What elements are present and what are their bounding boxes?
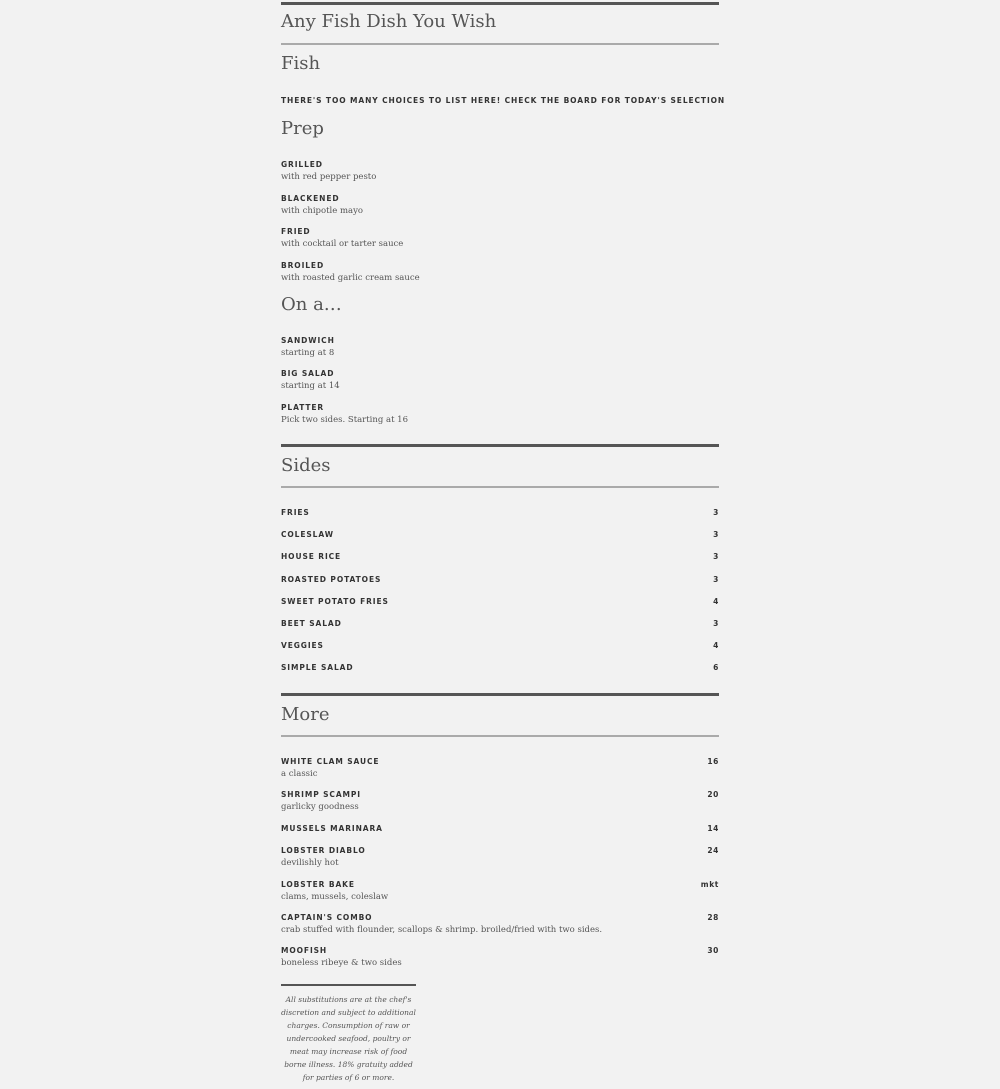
ona-item-desc: starting at 14	[281, 381, 340, 391]
side-item-name: SIMPLE SALAD	[281, 663, 354, 672]
side-item-name: COLESLAW	[281, 530, 334, 539]
sides-top-rule	[281, 444, 719, 447]
more-item-desc: garlicky goodness	[281, 802, 359, 812]
more-item-price: mkt	[700, 880, 719, 889]
more-item	[281, 880, 719, 902]
fish-note: THERE'S TOO MANY CHOICES TO LIST HERE! CHECK THE BOARD FOR TODAY'S SELECTION	[281, 96, 726, 105]
prep-item-name: GRILLED	[281, 160, 323, 169]
ona-heading: On a…	[281, 294, 342, 315]
more-bottom-rule	[281, 735, 719, 737]
side-item-name: ROASTED POTATOES	[281, 575, 382, 584]
side-item-name: VEGGIES	[281, 641, 324, 650]
more-item-price: 30	[707, 946, 719, 955]
more-item	[281, 946, 719, 968]
ona-item-desc: Pick two sides. Starting at 16	[281, 415, 409, 425]
side-item	[281, 663, 719, 672]
prep-item	[281, 160, 719, 182]
more-item-name: CAPTAIN'S COMBO	[281, 913, 373, 922]
prep-item	[281, 261, 719, 283]
prep-item-name: FRIED	[281, 227, 311, 236]
more-item-name: WHITE CLAM SAUCE	[281, 757, 380, 766]
fish-heading: Fish	[281, 53, 321, 74]
more-item-desc: clams, mussels, coleslaw	[281, 892, 389, 902]
side-item-price: 3	[713, 530, 719, 539]
side-item-price: 3	[713, 575, 719, 584]
more-top-rule	[281, 693, 719, 696]
side-item	[281, 530, 719, 539]
more-item-name: MUSSELS MARINARA	[281, 824, 383, 833]
more-item-price: 24	[707, 846, 719, 855]
title-bottom-rule	[281, 43, 719, 45]
more-item-desc: boneless ribeye & two sides	[281, 958, 402, 968]
more-item	[281, 846, 719, 868]
more-item	[281, 790, 719, 812]
more-item-price: 14	[707, 824, 719, 833]
more-item-name: MOOFISH	[281, 946, 328, 955]
sides-bottom-rule	[281, 486, 719, 488]
side-item-name: BEET SALAD	[281, 619, 342, 628]
ona-item-desc: starting at 8	[281, 348, 335, 358]
footnote: All substitutions are at the chef's discretion and subject to additional charges. Consumption of raw or undercooked seafood, poultry or meat may increase risk of food borne illness. 18% gratuity added for parties of 6 or more.	[281, 995, 416, 1082]
side-item-price: 3	[713, 619, 719, 628]
prep-item-desc: with red pepper pesto	[281, 172, 377, 182]
more-item-desc: crab stuffed with flounder, scallops & shrimp. broiled/fried with two sides.	[281, 925, 603, 935]
side-item	[281, 619, 719, 628]
more-item-price: 16	[707, 757, 719, 766]
ona-item	[281, 403, 719, 425]
prep-item-desc: with chipotle mayo	[281, 206, 364, 216]
sides-heading: Sides	[281, 455, 331, 476]
more-item	[281, 824, 719, 833]
ona-item-name: SANDWICH	[281, 336, 335, 345]
prep-item	[281, 227, 719, 249]
side-item-price: 4	[713, 597, 719, 606]
prep-item	[281, 194, 719, 216]
side-item	[281, 597, 719, 606]
more-item-name: LOBSTER BAKE	[281, 880, 355, 889]
side-item	[281, 641, 719, 650]
side-item-price: 4	[713, 641, 719, 650]
ona-item-name: PLATTER	[281, 403, 325, 412]
more-item-name: SHRIMP SCAMPI	[281, 790, 361, 799]
more-item-desc: devilishly hot	[281, 858, 339, 868]
footnote-rule	[281, 984, 416, 986]
more-item-price: 28	[707, 913, 719, 922]
more-item	[281, 757, 719, 779]
page-title: Any Fish Dish You Wish	[281, 11, 497, 32]
prep-item-desc: with roasted garlic cream sauce	[281, 273, 420, 283]
title-top-rule	[281, 2, 719, 5]
side-item-name: HOUSE RICE	[281, 552, 342, 561]
side-item-price: 3	[713, 552, 719, 561]
side-item-name: FRIES	[281, 508, 310, 517]
prep-item-desc: with cocktail or tarter sauce	[281, 239, 404, 249]
side-item	[281, 508, 719, 517]
more-item-price: 20	[707, 790, 719, 799]
side-item-name: SWEET POTATO FRIES	[281, 597, 389, 606]
more-item-desc: a classic	[281, 769, 318, 779]
side-item	[281, 552, 719, 561]
prep-item-name: BLACKENED	[281, 194, 340, 203]
more-heading: More	[281, 704, 330, 725]
ona-item	[281, 336, 719, 358]
prep-item-name: BROILED	[281, 261, 325, 270]
more-item-name: LOBSTER DIABLO	[281, 846, 366, 855]
prep-heading: Prep	[281, 118, 324, 139]
side-item-price: 3	[713, 508, 719, 517]
side-item-price: 6	[713, 663, 719, 672]
ona-item	[281, 369, 719, 391]
side-item	[281, 575, 719, 584]
more-item	[281, 913, 719, 935]
ona-item-name: BIG SALAD	[281, 369, 335, 378]
